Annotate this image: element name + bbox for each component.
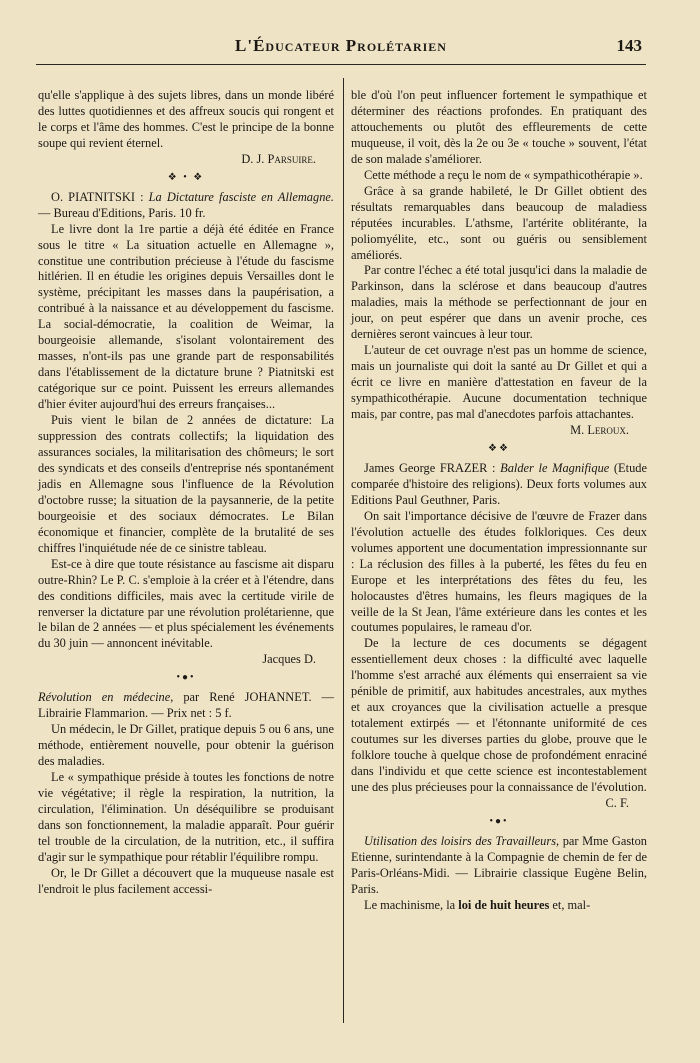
review-book-title: Utilisation des loisirs des Travailleurs, [364,833,560,848]
paragraph: Puis vient le bilan de 2 années de dictature: La suppression des contrats collectifs; la liquidation des assurances sociales, la militarisation des chômeurs; le sort des syndicats et des conseils d'entreprise nés spontanément jadis en Allemagne sous l'influence de la Révolution d'octobre russe; la situation de la paysannerie, de la petite bourgeoisie et des sociaux démocrates. Le Bilan économique et financier, complète de la brutalité de ses chiffres l'inquiétude née de ce sinistre tableau. [38,413,334,555]
review-book-title: Balder le Magnifique [500,460,610,475]
review-heading [351,834,647,898]
ornament: •●• [176,672,196,684]
review-publisher: par René JOHANNET. — Librairie Flammarion. — Prix net : 5 f. [38,690,334,721]
paragraph: Est-ce à dire que toute résistance au fascisme ait disparu outre-Rhin? Le P. C. s'emploie à la créer et à l'étendre, dans des conditions difficiles, mais avec la certitude virile de renverser la dictature par une révolution prolétarienne, que le bilan de 2 années — et plus spécialement les événements du 30 juin — annoncent inévitable. [38,556,334,651]
page-number: 143 [616,36,642,55]
signature: C. F. [605,795,629,810]
review-heading [38,190,334,222]
review-publisher: — Bureau d'Editions, Paris. 10 fr. [38,205,206,220]
review-heading [351,461,647,509]
review-publisher: par Mme Gaston Etienne, surintendante à la Compagnie de chemin de fer de Paris-Orléans-Midi. — Librairie classique Eugène Belin, Paris. [351,833,648,896]
paragraph: Un médecin, le Dr Gillet, pratique depuis 5 ou 6 ans, une méthode, entièrement nouvelle, pour obtenir la guérison des maladies. [38,722,334,769]
paragraph: ble d'où l'on peut influencer fortement le sympathique et déterminer des réactions profondes. En pratiquant des attouchements ou plutôt des effleurements de cette muqueuse, il voit, dès la 2e ou 3e « touche » souvent, l'état de son malade s'améliorer. [351,88,647,166]
ornament: •●• [489,815,509,827]
column-divider [343,78,344,1023]
paragraph: Or, le Dr Gillet a découvert que la muqueuse nasale est l'endroit le plus facilement accessi- [38,865,334,896]
paragraph: On sait l'importance décisive de l'œuvre de Frazer dans l'évolution actuelle des études folkloriques. Ces deux volumes apportent une documentation impressionnante sur : La réclusion des filles à la puberté, les fêtes du feu en Europe et les interprétations des fêtes du feu, les holocaustes d'êtres humains, les fleurs magiques de la veille de la St Jean, l'âme extérieure dans les contes et les coutumes populaires, le rameau d'or. [351,508,647,635]
review-heading [38,690,334,722]
review-book-title: Révolution en médecine, [38,690,174,705]
signature: D. J. Parsuire. [241,151,316,166]
ornament: ❖ • ❖ [167,171,205,183]
review-author: James George FRAZER : [364,460,501,475]
signature: Jacques D. [262,652,316,667]
paragraph: Par contre l'échec a été total jusqu'ici dans la maladie de Parkinson, dans la sclérose et dans beaucoup d'autres maladies, mais la méthode se perfectionnant de jour en jour, on peut espérer que dans un avenir proche, ces dernières seront vaincues à leur tour. [351,263,647,342]
paragraph: Grâce à sa grande habileté, le Dr Gillet obtient des résultats remarquables dans beaucoup de maladiess réputées incurables. L'athsme, l'artérite oblitérante, la poliomyélite, etc., sont ou guéris ou sensiblement améliorés. [351,183,647,262]
paragraph: L'auteur de cet ouvrage n'est pas un homme de science, mais un journaliste qui doit la santé au Dr Gillet et qui a écrit ce livre en manière d'attestation en faveur de la sympathicothérapie. Aucune documentation technique mais, par contre, pas mal d'anecdotes parfois attachantes. [351,343,647,422]
ornament: ❖❖ [488,442,510,454]
signature: M. Leroux. [570,423,629,438]
review-author: O. PIATNITSKI : [51,189,149,204]
paragraph: qu'elle s'applique à des sujets libres, dans un monde libéré des luttes quotidiennes et des affreux soucis qui rongent et le corps et l'âme des hommes. C'est le principe de la bonne soupe qui revient éternel. [38,88,334,150]
paragraph: De la lecture de ces documents se dégagent essentiellement deux choses : la difficulté avec laquelle l'homme s'est arraché aux éléments qui enserraient sa vie pénible de primitif, aux habitudes ancestrales, aux mythes et aux croyances que la civilisation actuelle a presque totalement extirpés — et l'étonnante uniformité de ces coutumes sur les diverses parties du globe, prouve que le folklore touche à quelque chose de profondément enraciné dans l'individu et que cette science est incontestablement une des plus précieuses pour la connaissance de l'évolution. [351,636,647,794]
paragraph: Le livre dont la 1re partie a déjà été éditée en France sous le titre « La situation actuelle en Allemagne », constitue une contribution précieuse à l'étude du fascisme hitlérien. Il en étudie les origines depuis Versailles dont le système, précipitant les masses dans la paupérisation, a contribué à la naissance et au développement du fascisme. La social-démocratie, la coalition de Weimar, la bourgeoisie allemande, s'isolant volontairement des masses, n'ont-ils pas une grande part de responsabilités dans l'établissement de la dictature brune ? Piatnitski est catégorique sur ce point. Puissent les erreurs allemandes d'hier éviter aujourd'hui des erreurs françaises... [38,221,334,412]
text-run: et, mal- [549,897,591,912]
text-run: Le machinisme, la [364,897,459,912]
right-column [351,88,647,914]
paragraph [351,898,647,914]
running-header [36,34,646,65]
paragraph: Cette méthode a reçu le nom de « sympathicothérapie ». [364,167,643,182]
bold-text: loi de huit heures [458,897,550,912]
left-column [38,88,334,898]
journal-title: L'Éducateur Prolétarien [235,36,447,55]
review-publisher: (Etude comparée d'histoire des religions). Deux forts volumes aux Editions Paul Geuthner, Paris. [351,460,647,507]
paragraph: Le « sympathique préside à toutes les fonctions de notre vie végétative; il règle la respiration, la nutrition, la circulation, l'élimination. Un déséquilibre se produisant dans son fonctionnement, la maladie apparaît. Pour guérir tel trouble de la circulation, de la nutrition, etc., il suffira d'agir sur le sympathique pour rétablir l'équilibre rompu. [38,770,334,864]
review-book-title: La Dictature fasciste en Allemagne. [148,189,334,204]
